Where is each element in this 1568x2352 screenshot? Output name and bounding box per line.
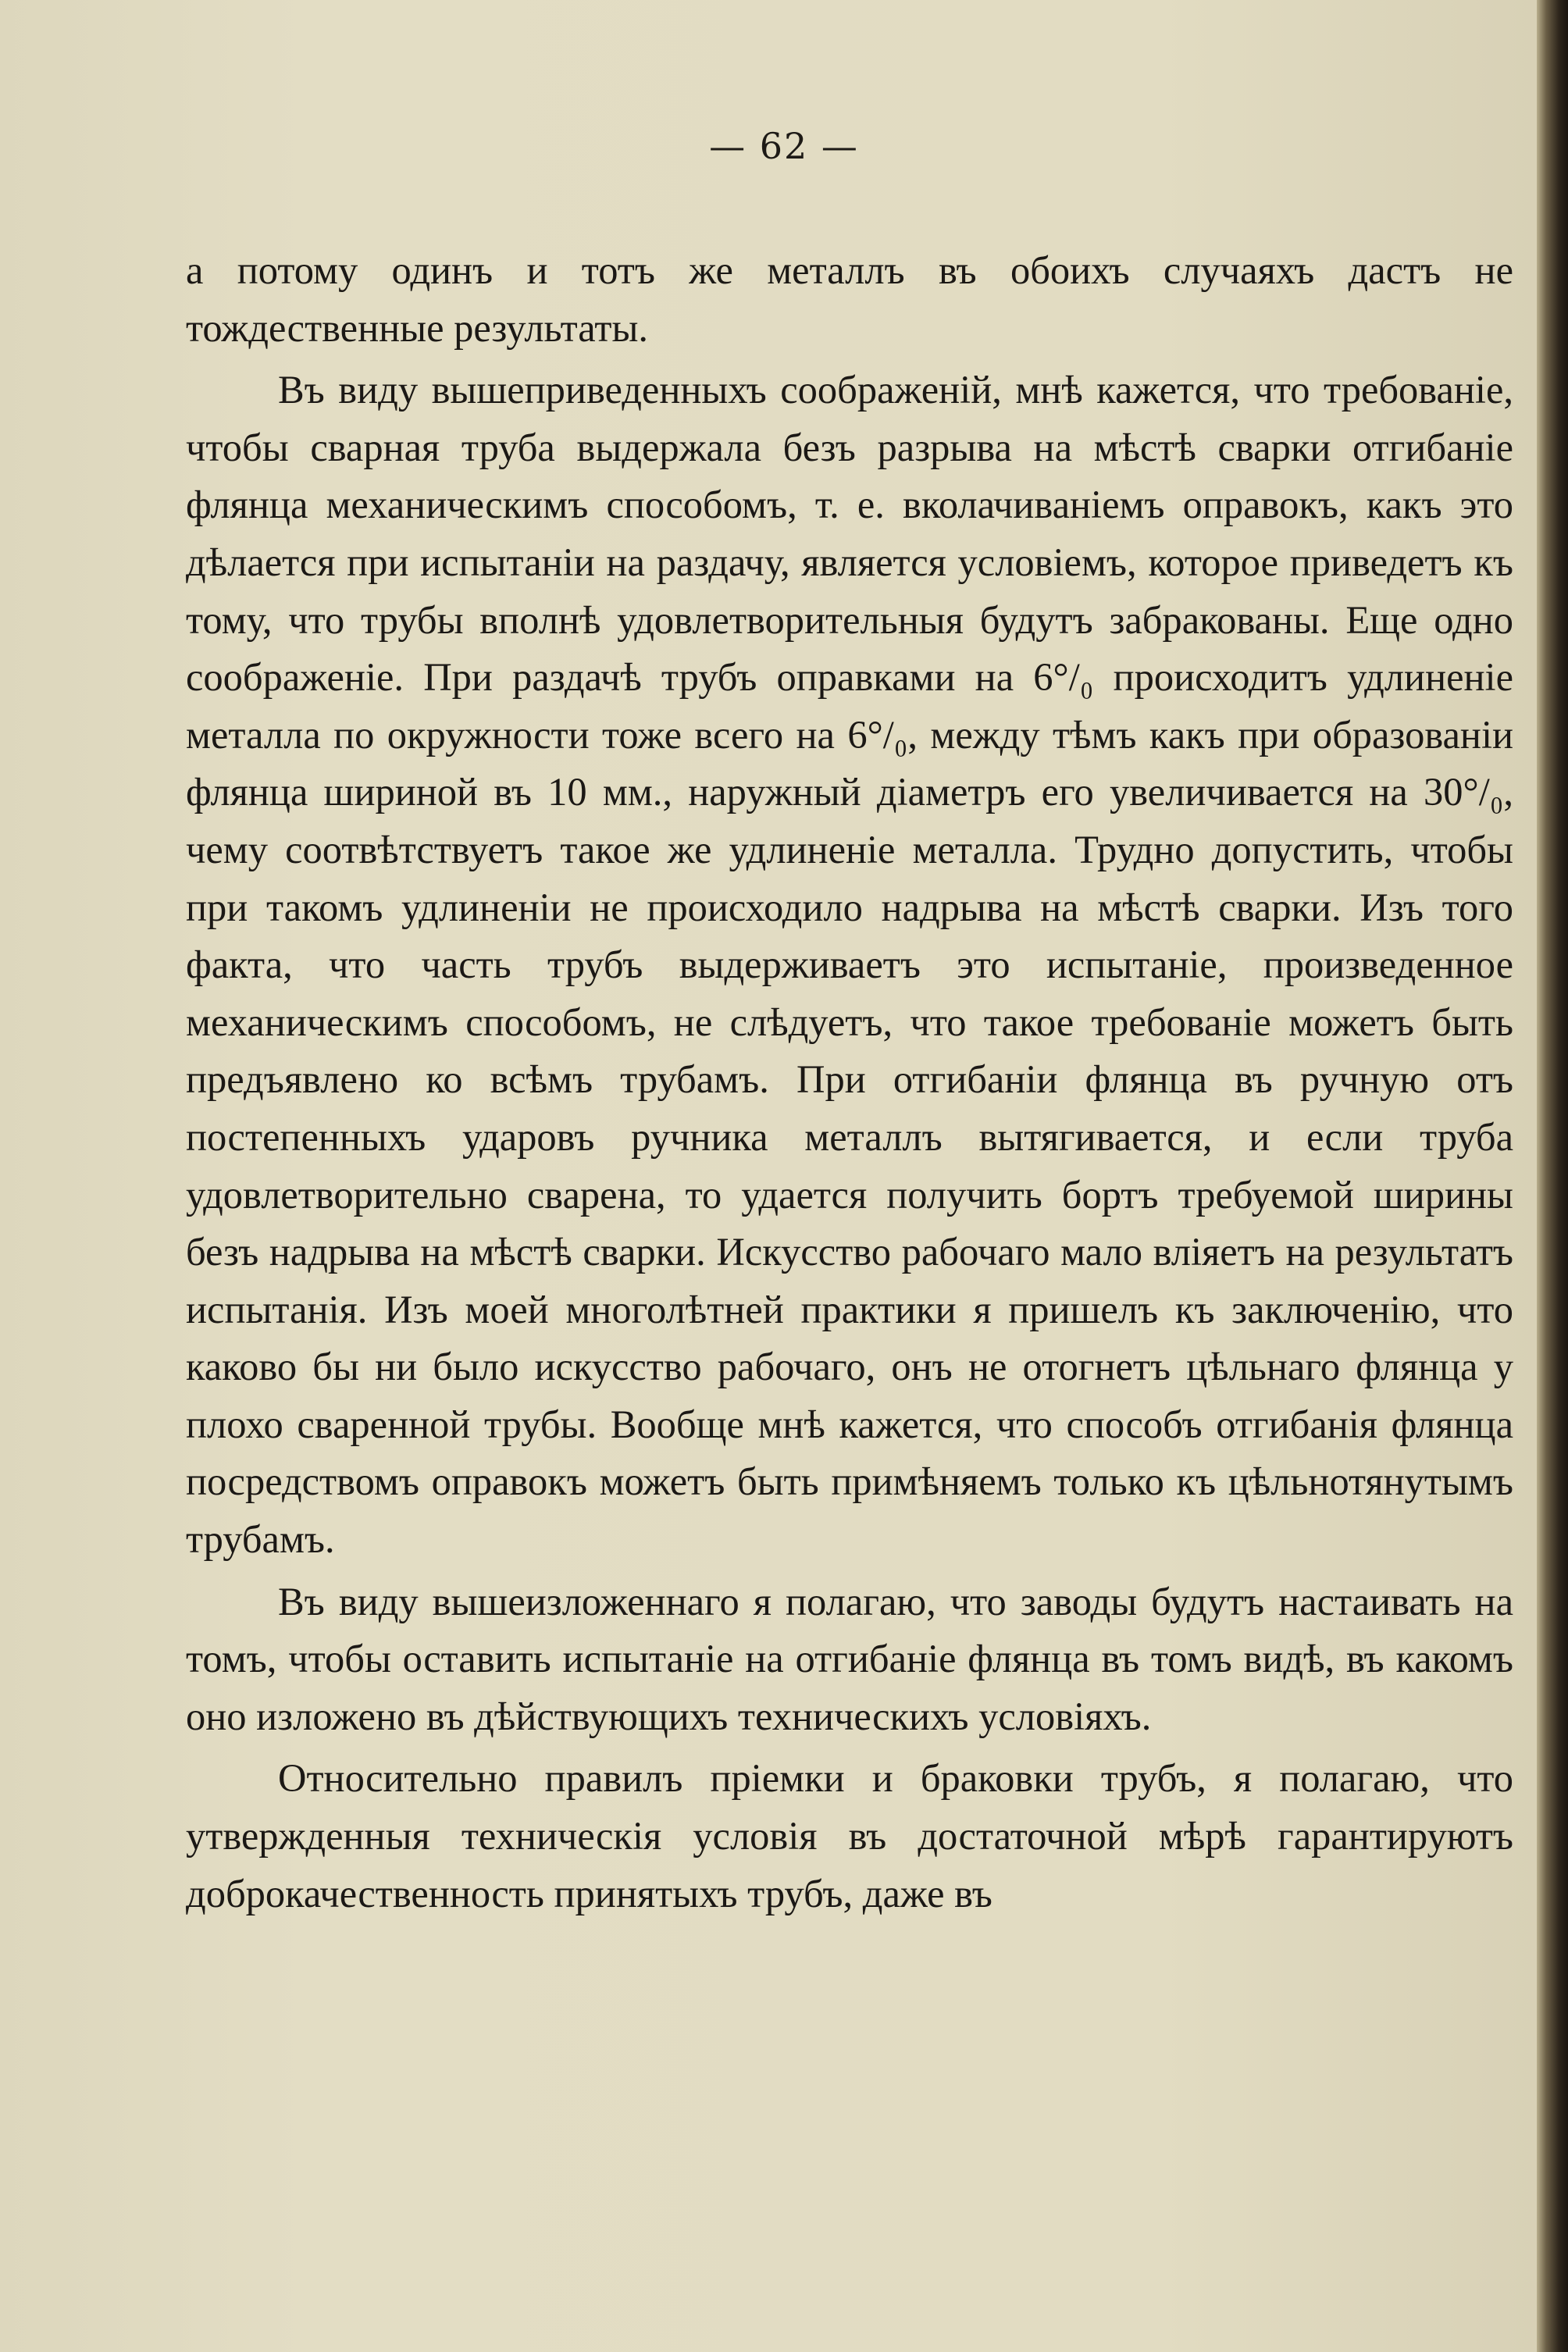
book-spine-edge (1537, 0, 1568, 2352)
paragraph-2: Въ виду вышеприведенныхъ соображенiй, мнѣ кажется, что требованiе, чтобы сварная труба выдержала безъ разрыва на мѣстѣ сварки отгибанiе флянца механическимъ способомъ, т. е. вколачиванiемъ оправокъ, какъ это дѣлается при испытанiи на раздачу, является условiемъ, которое приведетъ къ тому, что трубы вполнѣ удовлетворительныя будутъ забракованы. Еще одно соображенiе. При раздачѣ трубъ оправками на 6°/₀ происходитъ удлиненiе металла по окружности тоже всего на 6°/₀, между тѣмъ какъ при образованiи флянца шириной въ 10 мм., наружный дiаметръ его увеличивается на 30°/₀, чему соотвѣтствуетъ такое же удлиненiе металла. Трудно допустить, чтобы при такомъ удлиненiи не происходило надрыва на мѣстѣ сварки. Изъ того факта, что часть трубъ выдерживаетъ это испытанiе, произведенное механическимъ способомъ, не слѣдуетъ, что такое требованiе можетъ быть предъявлено ко всѣмъ трубамъ. При отгибанiи флянца въ ручную отъ постепенныхъ ударовъ ручника металлъ вытягивается, и если труба удовлетворительно сварена, то удается получить бортъ требуемой ширины безъ надрыва на мѣстѣ сварки. Искусство рабочаго мало влiяетъ на результатъ испытанiя. Изъ моей многолѣтней практики я пришелъ къ заключенiю, что каково бы ни было искусство рабочаго, онъ не отогнетъ цѣльнаго флянца у плохо сваренной трубы. Вообще мнѣ кажется, что способъ отгибанiя флянца посредствомъ оправокъ можетъ быть примѣняемъ только къ цѣльнотянутымъ трубамъ. (186, 368, 1513, 1562)
page-number: — 62 — (709, 125, 859, 167)
body-text (186, 242, 1513, 1923)
paragraph-3: Въ виду вышеизложеннаго я полагаю, что заводы будутъ настаивать на томъ, чтобы оставить испытанiе на отгибанiе флянца въ томъ видѣ, въ какомъ оно изложено въ дѣйствующихъ техническихъ условiяхъ. (186, 1579, 1513, 1738)
paragraph-4: Относительно правилъ прiемки и браковки трубъ, я полагаю, что утвержденныя техническiя условiя въ достаточной мѣрѣ гарантируютъ доброкачественность принятыхъ трубъ, даже въ (186, 1756, 1513, 1915)
paragraph-1: а потому одинъ и тотъ же металлъ въ обоихъ случаяхъ дастъ не тождественные результаты. (186, 248, 1513, 350)
